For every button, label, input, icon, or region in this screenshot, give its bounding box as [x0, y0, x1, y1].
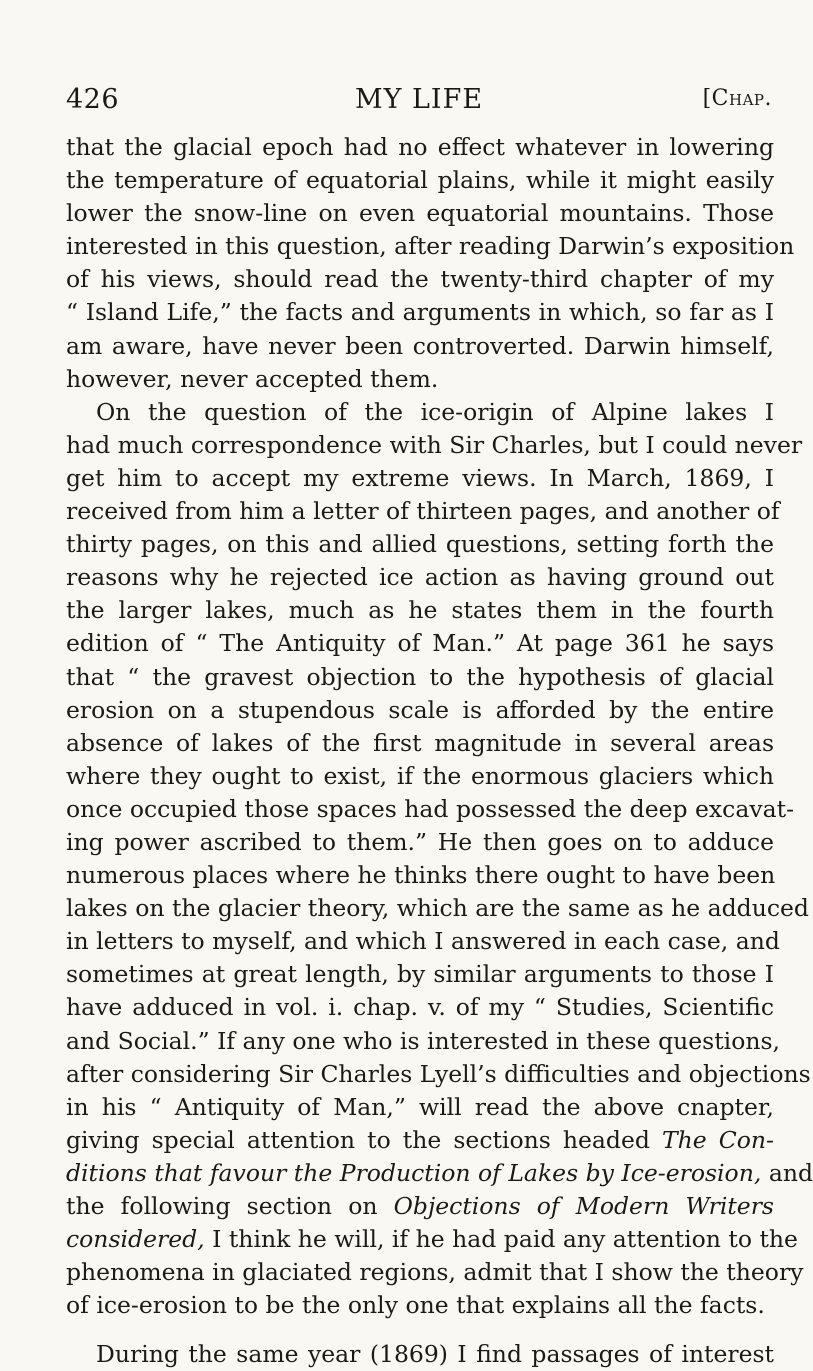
- page-number: 426: [66, 84, 120, 115]
- text-line: interested in this question, after reading Darwin’s exposition: [66, 232, 795, 261]
- italic-section-title: considered,: [66, 1225, 205, 1254]
- text-run: giving special attention to the sections headed: [66, 1125, 650, 1154]
- italic-section-title: ditions that favour the Production of Lakes by Ice-erosion,: [66, 1158, 762, 1187]
- text-line: once occupied those spaces had possessed the deep excavat-: [66, 794, 795, 823]
- text-line: ing power ascribed to them.” He then goes on to adduce: [66, 827, 774, 856]
- text-line: numerous places where he thinks there ought to have been: [66, 861, 776, 890]
- paragraph-gap: [66, 1322, 774, 1338]
- text-line: sometimes at great length, by similar arguments to those I: [66, 960, 774, 989]
- text-line: have adduced in vol. i. chap. v. of my “ Studies, Scientific: [66, 993, 774, 1022]
- text-line: “ Island Life,” the facts and arguments in which, so far as I: [66, 298, 774, 327]
- text-line: [66, 1124, 774, 1157]
- running-head: [66, 84, 772, 124]
- text-line: that the glacial epoch had no effect whatever in lowering: [66, 133, 774, 161]
- text-line: absence of lakes of the first magnitude in several areas: [66, 728, 774, 757]
- text-line: thirty pages, on this and allied questions, setting forth the: [66, 530, 774, 559]
- paragraph: [66, 396, 813, 1323]
- text-line: had much correspondence with Sir Charles, but I could never: [66, 430, 803, 459]
- text-line: the temperature of equatorial plains, while it might easily: [66, 166, 774, 195]
- italic-section-title: Objections of Modern Writers: [393, 1192, 774, 1220]
- text-line: [66, 1223, 798, 1256]
- text-line: phenomena in glaciated regions, admit that I show the theory: [66, 1258, 804, 1287]
- text-run: I think he will, if he had paid any attention to the: [212, 1225, 798, 1254]
- text-line: [66, 1157, 813, 1190]
- text-line: of his views, should read the twenty-third chapter of my: [66, 265, 774, 294]
- chapter-marker: [Chap.: [702, 86, 772, 111]
- text-run: and: [768, 1158, 813, 1187]
- text-line: edition of “ The Antiquity of Man.” At page 361 he says: [66, 629, 774, 658]
- text-line: the larger lakes, much as he states them in the fourth: [66, 596, 774, 625]
- text-line: after considering Sir Charles Lyell’s difficulties and objections: [66, 1059, 811, 1088]
- text-line: On the question of the ice-origin of Alpine lakes I: [96, 397, 774, 426]
- text-line: where they ought to exist, if the enormous glaciers which: [66, 761, 774, 790]
- text-line: lower the snow-line on even equatorial mountains. Those: [66, 199, 774, 228]
- text-line: that “ the gravest objection to the hypothesis of glacial: [66, 662, 774, 691]
- paragraph: [66, 131, 795, 396]
- text-line: however, never accepted them.: [66, 364, 439, 393]
- italic-section-title: The Con-: [661, 1125, 774, 1154]
- running-title: MY LIFE: [354, 84, 484, 115]
- text-line: lakes on the glacier theory, which are the same as he adduced: [66, 894, 809, 923]
- body-text: [66, 131, 813, 1371]
- text-line: and Social.” If any one who is interested in these questions,: [66, 1026, 781, 1055]
- text-run: the following section on: [66, 1192, 378, 1220]
- text-line: reasons why he rejected ice action as having ground out: [66, 563, 774, 592]
- paragraph: [66, 1338, 774, 1371]
- text-line: in letters to myself, and which I answered in each case, and: [66, 927, 780, 956]
- text-line: erosion on a stupendous scale is afforded by the entire: [66, 695, 774, 724]
- text-line: of ice-erosion to be the only one that explains all the facts.: [66, 1291, 765, 1320]
- text-line: in his “ Antiquity of Man,” will read the above cnapter,: [66, 1092, 774, 1121]
- text-line: am aware, have never been controverted. Darwin himself,: [66, 331, 774, 360]
- text-line: received from him a letter of thirteen pages, and another of: [66, 497, 780, 526]
- text-line: During the same year (1869) I find passages of interest: [96, 1340, 774, 1369]
- text-line: [66, 1190, 774, 1223]
- text-line: get him to accept my extreme views. In March, 1869, I: [66, 463, 774, 492]
